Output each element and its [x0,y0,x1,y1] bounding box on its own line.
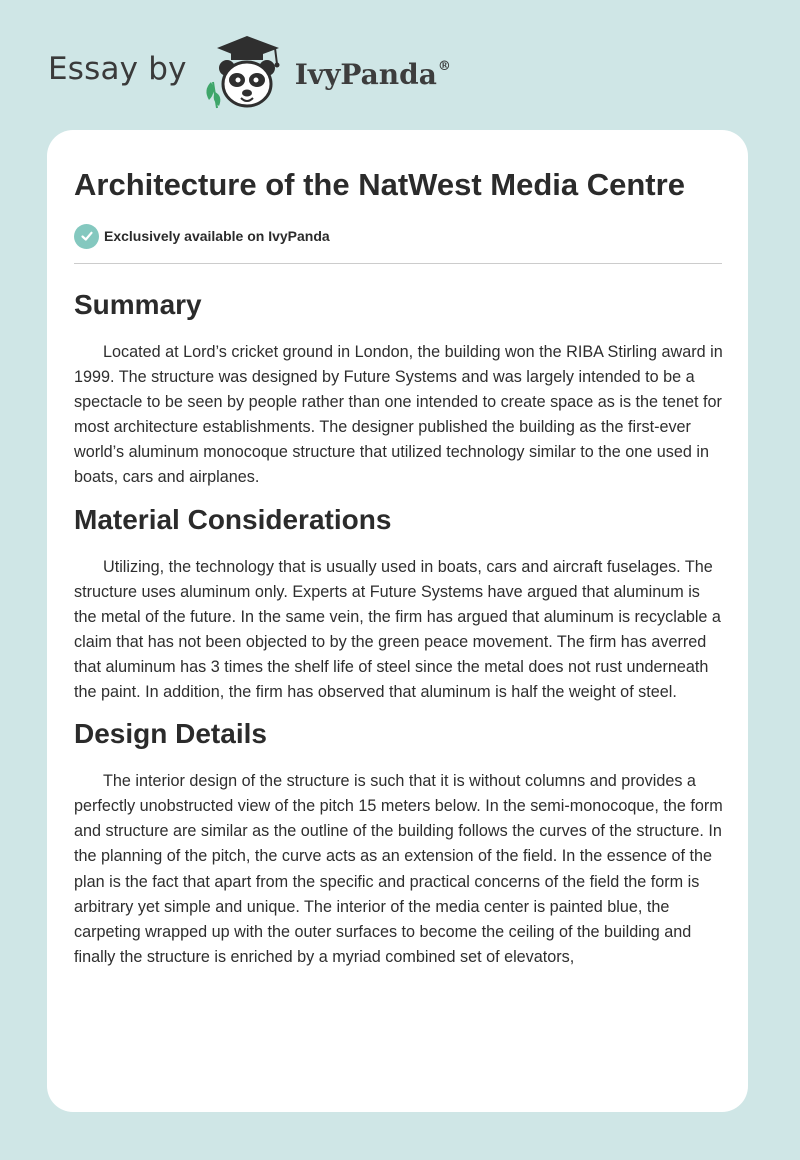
section-heading-summary: Summary [74,289,202,320]
page-title: Architecture of the NatWest Media Centre [74,167,685,202]
exclusive-badge [74,223,722,249]
brand-name [295,58,451,91]
badge-label: Exclusively available on IvyPanda [104,228,330,244]
section-body-material: Utilizing, the technology that is usually used in boats, cars and aircraft fuselages. The structure uses aluminum only. Experts at Future Systems have argued that aluminum is the metal of the future. In the same vein, the firm has argued that aluminum is recyclable a claim that has not been objected to by the green peace movement. The firm has averred that aluminum has 3 times the shelf life of steel since the metal does not rust underneath the paint. In addition, the firm has observed that aluminum is half the weight of steel. [74,557,721,702]
registered-mark: ® [437,58,451,74]
section-body-design: The interior design of the structure is such that it is without columns and provides a perfectly unobstructed view of the pitch 15 meters below. In the semi-monocoque, the form and structure are similar as the outline of the building follows the curves of the structure. In the planning of the pitch, the curve acts as an extension of the field. In the essence of the plan is the fact that apart from the specific and practical concerns of the field the form is arbitrary yet simple and unique. The interior of the media center is painted blue, the carpeting wrapped up with the outer surfaces to become the ceiling of the building and finally the structure is enriched by a myriad combined set of elevators, [74,772,723,966]
essay-by-label: Essay by [48,51,187,87]
panda-graduation-cap-icon [201,34,293,110]
section-heading-design: Design Details [74,718,267,750]
section-body-summary: Located at Lord’s cricket ground in London, the building won the RIBA Stirling award in 1999. The structure was designed by Future Systems and was largely intended to be a spectacle to be seen by people rather than one intended to create space as is the tenet for most architecture establishments. The designer published the building as the first-ever world’s aluminum monocoque structure that utilized technology similar to the one used in boats, cars and airplanes. [74,343,723,487]
brand-text: IvyPanda [294,57,437,91]
site-header [48,34,508,110]
article-card [47,130,748,1112]
divider [74,263,722,264]
checkmark-icon [74,224,99,249]
section-heading-material: Material Considerations [74,503,392,535]
